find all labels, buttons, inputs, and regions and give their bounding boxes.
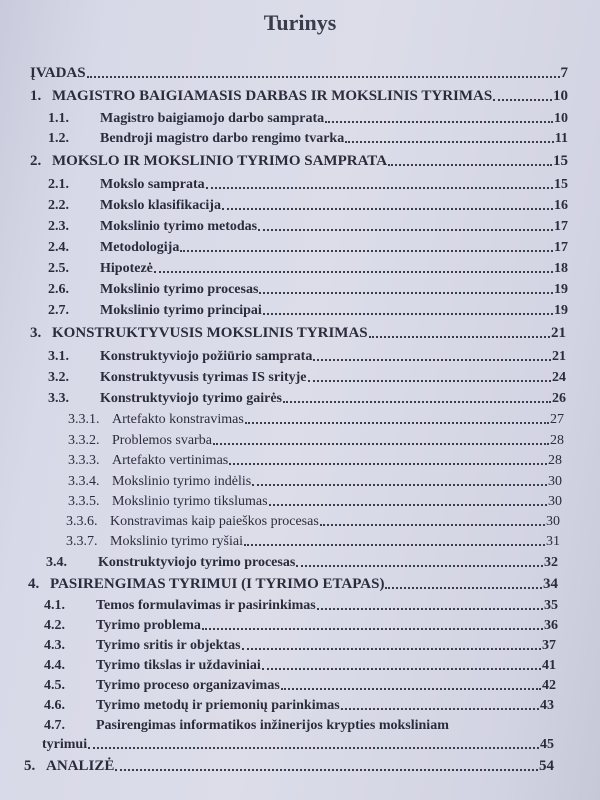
page-title: Turinys bbox=[263, 10, 337, 35]
toc-entry-page: 43 bbox=[540, 698, 554, 713]
dot-leader bbox=[229, 463, 547, 465]
dot-leader bbox=[262, 668, 541, 670]
toc-entry-number: 4.1. bbox=[44, 598, 65, 613]
dot-leader bbox=[313, 359, 551, 361]
dot-leader bbox=[252, 484, 547, 486]
dot-leader bbox=[115, 769, 538, 771]
toc-entry-page: 15 bbox=[554, 177, 568, 192]
toc-entry-label: Tyrimo metodų ir priemonių parinkimas bbox=[96, 698, 340, 713]
toc-entry-label: Mokslinio tyrimo indėlis bbox=[112, 474, 252, 489]
toc-entry-number: 2.7. bbox=[48, 303, 69, 318]
toc-entry bbox=[68, 453, 562, 469]
toc-entry bbox=[68, 412, 564, 428]
toc-entry bbox=[30, 88, 568, 105]
toc-entry-page: 35 bbox=[544, 598, 558, 613]
toc-entry bbox=[28, 576, 558, 593]
toc-entry-number: 3.3.1. bbox=[68, 412, 100, 427]
toc-entry-label: Mokslinio tyrimo tikslumas bbox=[112, 494, 268, 509]
dot-leader bbox=[87, 76, 560, 78]
toc-entry bbox=[44, 678, 556, 694]
toc-entry-page: 28 bbox=[550, 433, 564, 448]
toc-entry-label: Konstruktyviojo tyrimo gairės bbox=[100, 391, 282, 406]
dot-leader bbox=[345, 141, 554, 143]
dot-leader bbox=[244, 544, 545, 546]
toc-entry-label: Mokslinio tyrimo principai bbox=[100, 303, 262, 318]
toc-entry-number: 3.2. bbox=[48, 370, 69, 385]
toc-entry-page: 19 bbox=[554, 303, 568, 318]
toc-entry-page: 36 bbox=[544, 618, 558, 633]
toc-entry bbox=[48, 261, 568, 277]
toc-entry-label: Mokslo klasifikacija bbox=[100, 198, 221, 213]
toc-entry-page: 27 bbox=[550, 412, 564, 427]
toc-entry-label: PASIRENGIMAS TYRIMUI (I TYRIMO ETAPAS) bbox=[50, 576, 385, 592]
toc-entry-label: Mokslinio tyrimo metodas bbox=[100, 219, 258, 234]
toc-entry-page: 30 bbox=[548, 474, 562, 489]
toc-entry bbox=[46, 555, 558, 571]
toc-entry-label: tyrimui bbox=[42, 737, 88, 752]
toc-entry bbox=[68, 474, 562, 490]
toc-entry-page: 17 bbox=[554, 219, 568, 234]
toc-entry bbox=[48, 198, 568, 214]
toc-entry-label: ĮVADAS bbox=[30, 65, 86, 81]
toc-entry bbox=[48, 131, 568, 147]
dot-leader bbox=[222, 208, 553, 210]
toc-entry-number: 2.4. bbox=[48, 240, 69, 255]
toc-entry-page: 41 bbox=[542, 658, 556, 673]
toc-entry-label: Mokslo samprata bbox=[100, 177, 205, 192]
dot-leader bbox=[493, 99, 552, 101]
toc-entry-label: Mokslinio tyrimo ryšiai bbox=[110, 534, 243, 549]
toc-entry-page: 18 bbox=[554, 261, 568, 276]
toc-entry-number: 2.6. bbox=[48, 282, 69, 297]
toc-entry-label: Pasirengimas informatikos inžinerijos krypties moksliniam bbox=[96, 718, 449, 733]
dot-leader bbox=[296, 565, 543, 567]
toc-entry-label: Bendroji magistro darbo rengimo tvarka bbox=[100, 131, 345, 146]
toc-entry-number: 2.3. bbox=[48, 219, 69, 234]
dot-leader bbox=[206, 187, 553, 189]
toc-entry-page: 54 bbox=[539, 758, 554, 774]
toc-entry-number: 3.3.5. bbox=[68, 494, 100, 509]
toc-entry-page: 21 bbox=[552, 349, 566, 364]
toc-entry bbox=[48, 219, 568, 235]
toc-entry bbox=[66, 514, 560, 530]
toc-entry-page: 30 bbox=[546, 514, 560, 529]
dot-leader bbox=[325, 121, 553, 123]
toc-entry-label: Problemos svarba bbox=[112, 433, 212, 448]
dot-leader bbox=[317, 608, 543, 610]
toc-entry bbox=[44, 658, 556, 674]
toc-entry bbox=[48, 391, 566, 407]
toc-entry bbox=[48, 349, 566, 365]
toc-entry-number: 3.3. bbox=[48, 391, 69, 406]
toc-entry bbox=[30, 65, 568, 82]
toc-entry-number: 1.2. bbox=[48, 131, 69, 146]
dot-leader bbox=[242, 648, 541, 650]
toc-entry-label: Konstruktyviojo tyrimo procesas bbox=[98, 555, 296, 570]
toc-entry bbox=[30, 325, 566, 342]
dot-leader bbox=[341, 708, 539, 710]
toc-entry-continuation bbox=[42, 737, 554, 753]
toc-entry-label: Magistro baigiamojo darbo samprata bbox=[100, 111, 325, 126]
toc-entry-number: 3.3.7. bbox=[66, 534, 98, 549]
toc-entry bbox=[68, 433, 564, 449]
toc-entry-number: 2.5. bbox=[48, 261, 69, 276]
toc-entry-label: Konstruktyvusis tyrimas IS srityje bbox=[100, 370, 307, 385]
toc-entry-label: KONSTRUKTYVUSIS MOKSLINIS TYRIMAS bbox=[52, 325, 368, 341]
dot-leader bbox=[308, 380, 551, 382]
toc-entry-number: 4.4. bbox=[44, 658, 65, 673]
toc-entry bbox=[48, 111, 568, 127]
toc-entry-number: 4.5. bbox=[44, 678, 65, 693]
toc-entry bbox=[44, 618, 558, 634]
toc-entry-label: Tyrimo tikslas ir uždaviniai bbox=[96, 658, 261, 673]
toc-entry-page: 7 bbox=[560, 65, 568, 81]
toc-entry-page: 42 bbox=[542, 678, 556, 693]
toc-entry-number: 3.1. bbox=[48, 349, 69, 364]
toc-entry-number: 3.4. bbox=[46, 555, 67, 570]
toc-entry-number: 5. bbox=[24, 758, 36, 774]
toc-entry-number: 4.7. bbox=[44, 718, 65, 733]
toc-entry-page: 19 bbox=[554, 282, 568, 297]
toc-entry-label: MOKSLO IR MOKSLINIO TYRIMO SAMPRATA bbox=[52, 153, 388, 169]
toc-entry-label: ANALIZĖ bbox=[46, 758, 115, 774]
toc-entry bbox=[44, 718, 554, 734]
toc-entry-page: 10 bbox=[554, 111, 568, 126]
dot-leader bbox=[269, 504, 547, 506]
dot-leader bbox=[213, 443, 549, 445]
toc-entry-page: 37 bbox=[542, 638, 556, 653]
toc-entry-page: 28 bbox=[548, 453, 562, 468]
toc-entry bbox=[44, 598, 558, 614]
toc-entry-number: 2. bbox=[30, 153, 42, 169]
toc-entry-page: 15 bbox=[553, 153, 568, 169]
dot-leader bbox=[180, 250, 553, 252]
dot-leader bbox=[283, 401, 551, 403]
toc-entry-page: 11 bbox=[554, 131, 568, 146]
toc-entry bbox=[48, 370, 566, 386]
toc-entry-number: 3.3.2. bbox=[68, 433, 100, 448]
toc-entry bbox=[48, 177, 568, 193]
toc-entry-label: Temos formulavimas ir pasirinkimas bbox=[96, 598, 316, 613]
toc-entry-page: 16 bbox=[554, 198, 568, 213]
toc-entry-number: 3. bbox=[30, 325, 42, 341]
toc-entry-label: Metodologija bbox=[100, 240, 180, 255]
toc-entry-number: 2.1. bbox=[48, 177, 69, 192]
toc-entry-page: 24 bbox=[552, 370, 566, 385]
toc-entry bbox=[24, 758, 554, 775]
toc-entry-number: 3.3.6. bbox=[66, 514, 98, 529]
toc-entry-label: Konstruktyviojo požiūrio samprata bbox=[100, 349, 313, 364]
toc-entry-number: 3.3.3. bbox=[68, 453, 100, 468]
dot-leader bbox=[259, 292, 553, 294]
toc-entry-page: 30 bbox=[548, 494, 562, 509]
toc-entry-number: 4. bbox=[28, 576, 40, 592]
toc-entry-label: MAGISTRO BAIGIAMASIS DARBAS IR MOKSLINIS TYRIMAS bbox=[52, 88, 493, 104]
dot-leader bbox=[258, 229, 553, 231]
dot-leader bbox=[388, 164, 552, 166]
toc-entry-page: 31 bbox=[546, 534, 560, 549]
dot-leader bbox=[154, 271, 553, 273]
dot-leader bbox=[263, 313, 553, 315]
toc-entry bbox=[48, 240, 568, 256]
toc-entry-page: 21 bbox=[551, 325, 566, 341]
toc-entry-label: Tyrimo sritis ir objektas bbox=[96, 638, 241, 653]
toc-entry-label: Tyrimo proceso organizavimas bbox=[96, 678, 280, 693]
toc-entry-number: 2.2. bbox=[48, 198, 69, 213]
toc-entry bbox=[66, 534, 560, 550]
toc-entry-number: 1.1. bbox=[48, 111, 69, 126]
dot-leader bbox=[281, 688, 541, 690]
dot-leader bbox=[88, 747, 539, 749]
toc-entry bbox=[48, 282, 568, 298]
toc-entry bbox=[44, 638, 556, 654]
toc-entry-label: Tyrimo problema bbox=[96, 618, 201, 633]
toc-entry-page: 17 bbox=[554, 240, 568, 255]
toc-entry-label: Mokslinio tyrimo procesas bbox=[100, 282, 259, 297]
dot-leader bbox=[320, 524, 545, 526]
toc-entry bbox=[68, 494, 562, 510]
toc-entry bbox=[44, 698, 554, 714]
dot-leader bbox=[369, 336, 550, 338]
toc-entry-page: 45 bbox=[540, 737, 554, 752]
toc-entry-page: 34 bbox=[543, 576, 558, 592]
toc-entry-number: 4.6. bbox=[44, 698, 65, 713]
dot-leader bbox=[385, 587, 542, 589]
toc-entry-label: Konstravimas kaip paieškos procesas bbox=[110, 514, 319, 529]
toc-entry-page: 10 bbox=[553, 88, 568, 104]
toc-entry-number: 4.3. bbox=[44, 638, 65, 653]
toc-entry-page: 26 bbox=[552, 391, 566, 406]
toc-entry-number: 4.2. bbox=[44, 618, 65, 633]
dot-leader bbox=[202, 628, 543, 630]
toc-entry bbox=[30, 153, 568, 170]
dot-leader bbox=[245, 422, 549, 424]
toc-entry-page: 32 bbox=[544, 555, 558, 570]
toc-entry-label: Artefakto vertinimas bbox=[112, 453, 229, 468]
toc-entry bbox=[48, 303, 568, 319]
toc-entry-label: Hipotezė bbox=[100, 261, 153, 276]
toc-entry-label: Artefakto konstravimas bbox=[112, 412, 244, 427]
toc-entry-number: 3.3.4. bbox=[68, 474, 100, 489]
toc-entry-number: 1. bbox=[30, 88, 42, 104]
